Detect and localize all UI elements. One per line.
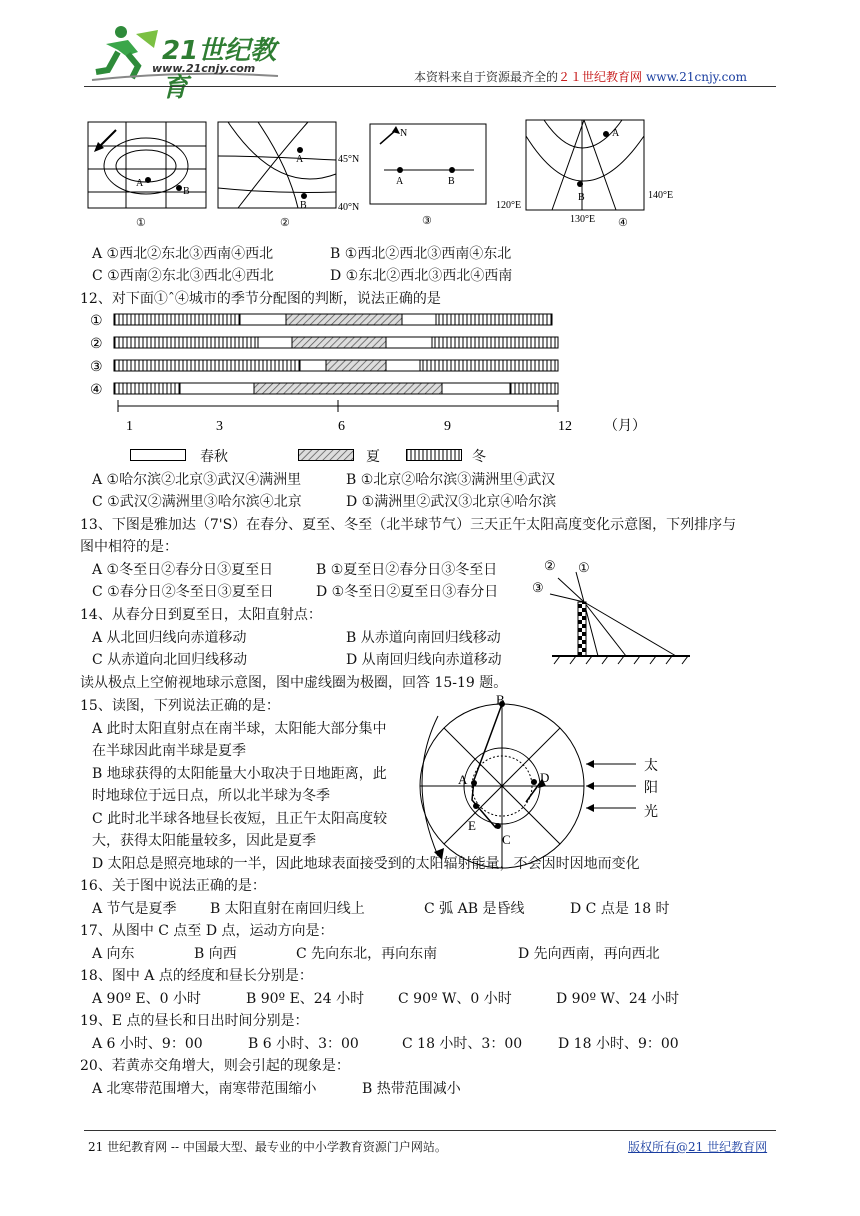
season-row-4: [114, 383, 558, 394]
diagram-4: [496, 120, 673, 229]
q11-figure: [86, 116, 686, 232]
q15-line-a2: 在半球因此南半球是夏季: [92, 743, 246, 759]
q17-option-a: A 向东: [92, 946, 135, 962]
d2-point-a: A: [296, 154, 304, 165]
q19-stem: 19、E 点的昼长和日出时间分别是：: [80, 1013, 309, 1029]
q18-stem: 18、图中 A 点的经度和昼长分别是：: [80, 968, 313, 984]
q13-stem: 13、下图是雅加达（7'S）在春分、夏至、冬至（北半球节气）三天正午太阳高度变化示意图，下列排序与: [80, 517, 737, 533]
q15-line-c2: 大，获得太阳能量较多，因此是夏季: [92, 833, 316, 849]
q15-line-d: D 太阳总是照亮地球的一半，因此地球表面接受到的太阳辐射能量，不会因时因地而变化: [92, 856, 640, 872]
tick-3: 3: [216, 419, 223, 434]
d4-point-a: A: [612, 128, 620, 139]
tick-9: 9: [444, 419, 451, 434]
q19-option-d: D 18 小时、9：00: [558, 1036, 679, 1052]
d4-lon-mid: 130°E: [570, 214, 596, 225]
q13-stem-cont: 图中相符的是：: [80, 539, 178, 555]
point-e: E: [468, 818, 476, 833]
d4-lon-left: 120°E: [496, 200, 522, 211]
q15-line-b: B 地球获得的太阳能量大小取决于日地距离，此: [92, 766, 387, 782]
point-a: A: [458, 772, 468, 787]
season-legend: [130, 446, 610, 466]
legend-summer: 夏: [366, 449, 380, 465]
q17-stem: 17、从图中 C 点至 D 点，运动方向是：: [80, 923, 334, 939]
footer-rule: [84, 1130, 776, 1131]
q12-option-b: B ①北京②哈尔滨③满洲里④武汉: [346, 472, 556, 488]
q14-stem: 14、从春分日到夏至日，太阳直射点：: [80, 607, 322, 623]
q15-line-b2: 时地球位于远日点，所以北半球为冬季: [92, 788, 330, 804]
intro-15-19: 读从极点上空俯视地球示意图，图中虚线圈为极圈，回答 15-19 题。: [80, 675, 508, 691]
q14-option-c: C 从赤道向北回归线移动: [92, 652, 248, 668]
q11-option-a: A ①西北②东北③西南④西北: [92, 246, 274, 262]
axis-unit: （月）: [604, 419, 646, 434]
q13-label-2: ②: [544, 558, 556, 573]
diagram-3: [370, 124, 486, 227]
q13-option-c: C ①春分日②冬至日③夏至日: [92, 584, 274, 600]
q14-option-d: D 从南回归线向赤道移动: [346, 652, 502, 668]
row-label-1: ①: [90, 314, 103, 329]
sun-label-1: 太: [644, 759, 658, 774]
q14-option-b: B 从赤道向南回归线移动: [346, 630, 501, 646]
note-brand: ２１世纪教育网: [558, 70, 643, 84]
header-rule: [84, 86, 776, 87]
season-row-1: [114, 314, 552, 325]
diagram-1: [88, 122, 206, 229]
row-label-2: ②: [90, 337, 103, 352]
season-row-2: [114, 337, 558, 348]
q19-option-c: C 18 小时、3：00: [402, 1036, 523, 1052]
sun-label-2: 阳: [644, 781, 658, 796]
q13-option-d: D ①冬至日②夏至日③春分日: [316, 584, 499, 600]
q16-option-d: D C 点是 18 时: [570, 901, 670, 917]
footer-right[interactable]: 版权所有@21 世纪教育网: [628, 1140, 768, 1154]
d3-label: ③: [422, 215, 432, 227]
season-row-3: [114, 360, 558, 371]
point-c: C: [502, 832, 511, 847]
q18-option-b: B 90º E、24 小时: [246, 991, 365, 1007]
season-chart: [86, 308, 686, 458]
q11-option-d: D ①东北②西北③西北④西南: [330, 268, 513, 284]
d2-lat2: 40°N: [338, 202, 360, 213]
q12-option-c: C ①武汉②满洲里③哈尔滨④北京: [92, 494, 302, 510]
legend-summer-swatch: [298, 449, 354, 461]
q14-option-a: A 从北回归线向赤道移动: [92, 630, 247, 646]
q19-option-a: A 6 小时、9：00: [92, 1036, 203, 1052]
q17-option-d: D 先向西南，再向西北: [518, 946, 660, 962]
sun-label-3: 光: [644, 805, 658, 820]
q13-label-3: ③: [532, 580, 544, 595]
tick-1: 1: [126, 419, 133, 434]
q13-figure: [526, 552, 696, 666]
footer-copyright-link[interactable]: [628, 1138, 767, 1155]
legend-winter-swatch: [406, 449, 462, 461]
q20-stem: 20、若黄赤交角增大，则会引起的现象是：: [80, 1058, 350, 1074]
d4-point-b: B: [578, 192, 585, 203]
d2-label: ②: [280, 217, 290, 229]
row-label-3: ③: [90, 360, 103, 375]
d3-point-a: A: [396, 176, 404, 187]
d4-lon-right: 140°E: [648, 190, 674, 201]
q13-option-a: A ①冬至日②春分日③夏至日: [92, 562, 274, 578]
legend-springautumn: 春秋: [200, 449, 228, 465]
tick-12: 12: [558, 419, 572, 434]
point-d: D: [540, 770, 550, 785]
d4-label: ④: [618, 217, 628, 229]
q18-option-d: D 90º W、24 小时: [556, 991, 680, 1007]
q16-option-b: B 太阳直射在南回归线上: [210, 901, 365, 917]
q19-option-b: B 6 小时、3：00: [248, 1036, 359, 1052]
header-note: [414, 68, 747, 85]
diagram-2: [218, 122, 359, 229]
legend-springautumn-swatch: [130, 449, 186, 461]
d2-point-b: B: [300, 200, 307, 211]
q15-line-a: A 此时太阳直射点在南半球，太阳能大部分集中: [92, 721, 387, 737]
polar-view-figure: [414, 690, 704, 872]
q17-option-b: B 向西: [194, 946, 237, 962]
legend-winter: 冬: [472, 449, 486, 465]
q20-option-a: A 北寒带范围增大，南寒带范围缩小: [92, 1081, 317, 1097]
q12-stem: 12、对下面①ˆ④城市的季节分配图的判断，说法正确的是: [80, 291, 441, 307]
q15-line-c: C 此时北半球各地昼长夜短，且正午太阳高度较: [92, 811, 388, 827]
q16-option-a: A 节气是夏季: [92, 901, 177, 917]
d3-point-b: B: [448, 176, 455, 187]
q15-stem: 15、读图，下列说法正确的是：: [80, 698, 280, 714]
logo-url: www.21cnjy.com: [152, 62, 256, 75]
site-logo: [88, 22, 288, 103]
q16-stem: 16、关于图中说法正确的是：: [80, 878, 266, 894]
note-prefix: 本资料来自于资源最齐全的: [414, 70, 559, 84]
d1-point-a: A: [136, 178, 144, 189]
q13-label-1: ①: [578, 560, 590, 575]
d3-north: N: [400, 128, 408, 139]
q16-option-c: C 弧 AB 是昏线: [424, 901, 525, 917]
q18-option-c: C 90º W、0 小时: [398, 991, 512, 1007]
footer-left: 21 世纪教育网 -- 中国最大型、最专业的中小学教育资源门户网站。: [88, 1140, 447, 1154]
row-label-4: ④: [90, 383, 103, 398]
point-b: B: [496, 692, 505, 707]
q12-option-d: D ①满洲里②武汉③北京④哈尔滨: [346, 494, 557, 510]
q17-option-c: C 先向东北，再向东南: [296, 946, 438, 962]
d1-point-b: B: [183, 186, 190, 197]
tick-6: 6: [338, 419, 345, 434]
d2-lat1: 45°N: [338, 154, 360, 165]
q12-option-a: A ①哈尔滨②北京③武汉④满洲里: [92, 472, 302, 488]
d1-label: ①: [136, 217, 146, 229]
q20-option-b: B 热带范围减小: [362, 1081, 461, 1097]
q11-option-c: C ①西南②东北③西北④西北: [92, 268, 274, 284]
q13-option-b: B ①夏至日②春分日③冬至日: [316, 562, 498, 578]
note-url: www.21cnjy.com: [646, 70, 747, 84]
q11-option-b: B ①西北②西北③西南④东北: [330, 246, 512, 262]
q18-option-a: A 90º E、0 小时: [92, 991, 201, 1007]
logo-text: 21世纪教育: [162, 36, 277, 103]
